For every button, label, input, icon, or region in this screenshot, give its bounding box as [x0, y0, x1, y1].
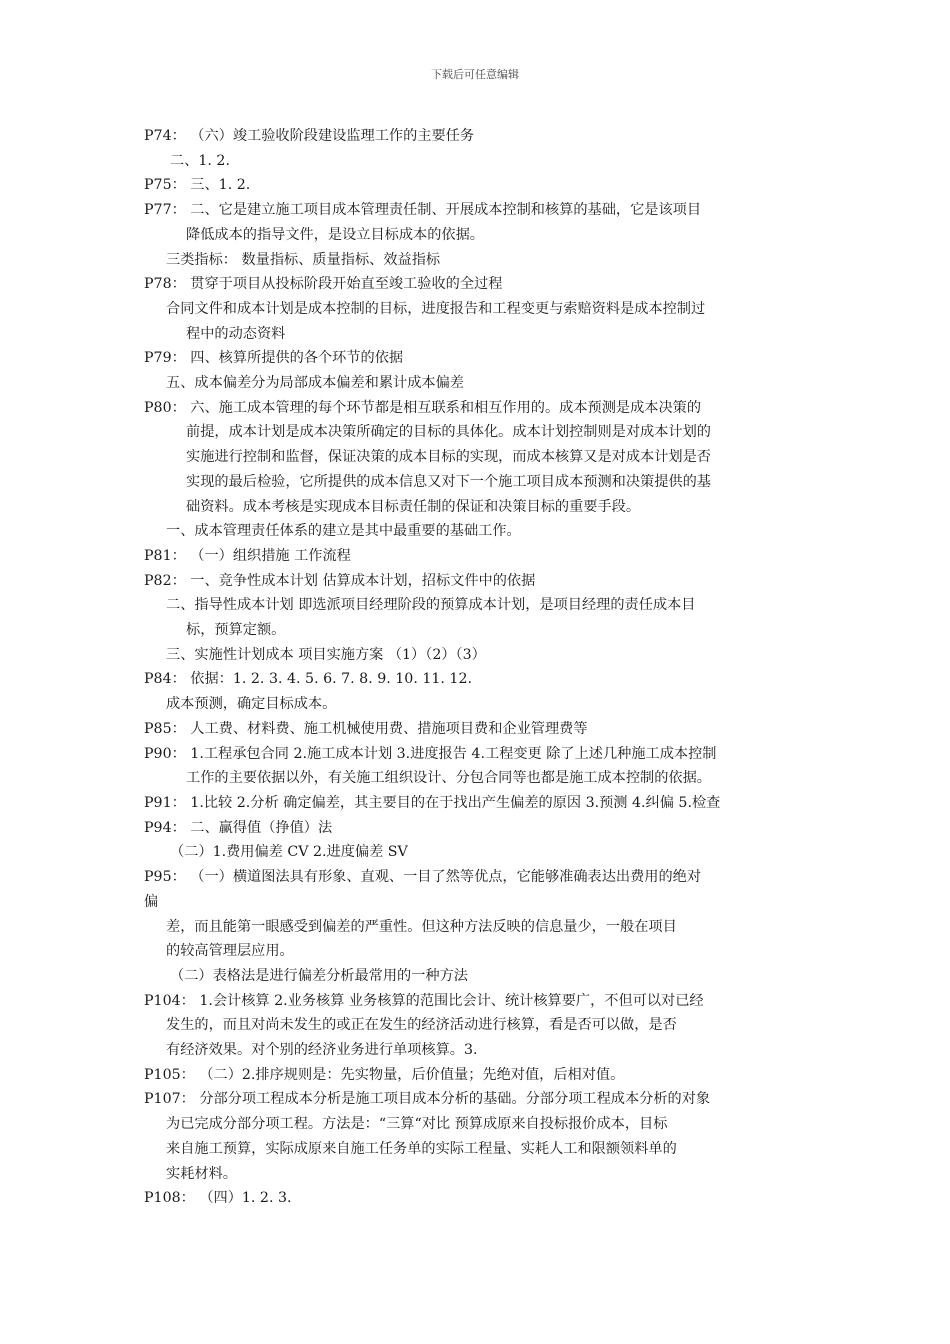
document-body: [144, 124, 814, 1211]
text-line: P81： （一）组织措施 工作流程: [144, 547, 351, 564]
text-line: P91： 1.比较 2.分析 确定偏差，其主要目的在于找出产生偏差的原因 3.预测 4.纠偏 5.检查: [144, 794, 721, 811]
text-line: 降低成本的指导文件，是设立目标成本的依据。: [186, 226, 484, 243]
text-line: 程中的动态资料: [186, 325, 286, 342]
text-line: P82： 一、竞争性成本计划 估算成本计划，招标文件中的依据: [144, 572, 536, 589]
text-line: 础资料。成本考核是实现成本目标责任制的保证和决策目标的重要手段。: [186, 498, 641, 515]
text-line: 合同文件和成本计划是成本控制的目标，进度报告和工程变更与索赔资料是成本控制过: [166, 300, 706, 317]
text-line: 的较高管理层应用。: [166, 943, 294, 960]
text-line: P79： 四、核算所提供的各个环节的依据: [144, 350, 404, 367]
text-line: 二、指导性成本计划 即选派项目经理阶段的预算成本计划，是项目经理的责任成本目: [166, 597, 696, 614]
text-line: P94： 二、赢得值（挣值）法: [144, 819, 333, 836]
text-line: P78： 贯穿于项目从投标阶段开始直至竣工验收的全过程: [144, 276, 503, 293]
text-line: P84： 依据：1. 2. 3. 4. 5. 6. 7. 8. 9. 10. 11. 12.: [144, 671, 472, 688]
text-line: 三、实施性计划成本 项目实施方案 （1）（2）（3）: [166, 646, 486, 663]
text-line: P107： 分部分项工程成本分析是施工项目成本分析的基础。分部分项工程成本分析的对象: [144, 1091, 711, 1108]
text-line: P104： 1.会计核算 2.业务核算 业务核算的范围比会计、统计核算要广，不但可以对已经: [144, 992, 704, 1009]
page-header: 下载后可任意编辑: [431, 68, 519, 81]
text-line: P108： （四）1. 2. 3.: [144, 1190, 292, 1207]
text-line: P95： （一）横道图法具有形象、直观、一目了然等优点，它能够准确表达出费用的绝对: [144, 869, 702, 886]
text-line: P77： 二、它是建立施工项目成本管理责任制、开展成本控制和核算的基础，它是该项目: [144, 202, 702, 219]
text-line: 实耗材料。: [166, 1165, 237, 1182]
text-line: 发生的，而且对尚未发生的或正在发生的经济活动进行核算，看是否可以做，是否: [166, 1017, 677, 1034]
text-line: 成本预测，确定目标成本。: [166, 696, 337, 713]
text-line: 偏: [144, 893, 159, 910]
text-line: （二）1.费用偏差 CV 2.进度偏差 SV: [170, 844, 408, 861]
text-line: 一、成本管理责任体系的建立是其中最重要的基础工作。: [166, 523, 521, 540]
text-line: P85： 人工费、材料费、施工机械使用费、措施项目费和企业管理费等: [144, 720, 588, 737]
text-line: P105： （二）2.排序规则是：先实物量，后价值量；先绝对值，后相对值。: [144, 1066, 625, 1083]
text-line: P75： 三、1. 2.: [144, 177, 251, 194]
text-line: 差，而且能第一眼感受到偏差的严重性。但这种方法反映的信息量少，一般在项目: [166, 918, 677, 935]
text-line: （二）表格法是进行偏差分析最常用的一种方法: [170, 967, 468, 984]
text-line: 实施进行控制和监督，保证决策的成本目标的实现，而成本核算又是对成本计划是否: [186, 449, 711, 466]
text-line: P80： 六、施工成本管理的每个环节都是相互联系和相互作用的。成本预测是成本决策的: [144, 399, 702, 416]
text-line: 为已完成分部分项工程。方法是：“三算“对比 预算成原来自投标报价成本，目标: [166, 1116, 668, 1133]
text-line: 标，预算定额。: [186, 622, 286, 639]
text-line: P90： 1.工程承包合同 2.施工成本计划 3.进度报告 4.工程变更 除了上述几种施工成本控制: [144, 745, 717, 762]
text-line: 五、成本偏差分为局部成本偏差和累计成本偏差: [166, 375, 464, 392]
text-line: 前提，成本计划是成本决策所确定的目标的具体化。成本计划控制则是对成本计划的: [186, 424, 711, 441]
text-line: 来自施工预算，实际成原来自施工任务单的实际工程量、实耗人工和限额领料单的: [166, 1140, 677, 1157]
text-line: 三类指标： 数量指标、质量指标、效益指标: [166, 251, 441, 268]
text-line: 实现的最后检验，它所提供的成本信息又对下一个施工项目成本预测和决策提供的基: [186, 473, 711, 490]
text-line: 有经济效果。对个别的经济业务进行单项核算。3.: [166, 1042, 478, 1059]
text-line: P74： （六）竣工验收阶段建设监理工作的主要任务: [144, 128, 475, 144]
text-line: 工作的主要依据以外，有关施工组织设计、分包合同等也都是施工成本控制的依据。: [186, 770, 711, 787]
text-line: 二、1. 2.: [170, 152, 230, 169]
